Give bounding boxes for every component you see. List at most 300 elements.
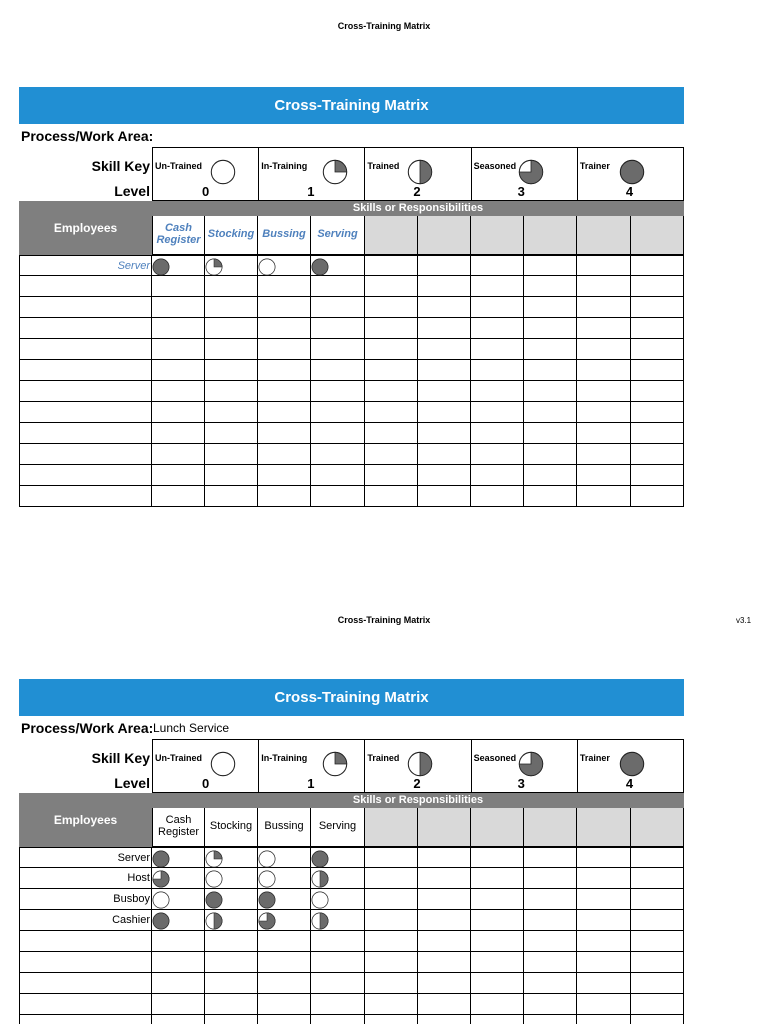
skill-level-cell[interactable] bbox=[311, 994, 365, 1015]
skill-column-header[interactable] bbox=[524, 216, 577, 255]
skill-level-cell[interactable] bbox=[311, 848, 365, 869]
skill-level-cell[interactable] bbox=[258, 423, 311, 444]
skill-level-cell[interactable] bbox=[418, 868, 471, 889]
skill-level-cell[interactable] bbox=[258, 994, 311, 1015]
employee-name[interactable] bbox=[19, 318, 152, 339]
skill-level-cell[interactable] bbox=[631, 1015, 684, 1024]
skill-level-cell[interactable] bbox=[205, 994, 258, 1015]
employee-row bbox=[19, 360, 684, 381]
skill-level-cell[interactable] bbox=[631, 889, 684, 910]
skill-column-header[interactable] bbox=[577, 808, 631, 847]
skill-level-cell[interactable] bbox=[205, 297, 258, 318]
skill-level-cell[interactable] bbox=[631, 868, 684, 889]
employee-row bbox=[19, 255, 684, 276]
employee-name[interactable] bbox=[19, 339, 152, 360]
circle-quarter-icon bbox=[322, 159, 348, 185]
skill-level-cell[interactable] bbox=[524, 402, 577, 423]
circle-three-quarter-icon bbox=[518, 159, 544, 185]
skill-level-cell[interactable] bbox=[631, 465, 684, 486]
skill-level-number: 2 bbox=[413, 184, 421, 199]
skill-level-cell[interactable] bbox=[577, 889, 631, 910]
skill-level-cell[interactable] bbox=[418, 297, 471, 318]
circle-empty-icon bbox=[210, 159, 236, 185]
skill-level-cell[interactable] bbox=[471, 486, 524, 507]
skill-level-cell[interactable] bbox=[205, 952, 258, 973]
skill-level-cell[interactable] bbox=[631, 256, 684, 277]
employee-row bbox=[19, 486, 684, 507]
skill-level-cell[interactable] bbox=[631, 423, 684, 444]
skill-level-cell[interactable] bbox=[311, 402, 365, 423]
skill-level-cell[interactable] bbox=[365, 931, 418, 952]
skill-level-cell[interactable] bbox=[418, 1015, 471, 1024]
employee-row bbox=[19, 339, 684, 360]
skill-level-cell[interactable] bbox=[258, 444, 311, 465]
skill-column-header[interactable]: Stocking bbox=[205, 808, 258, 847]
skill-column-header[interactable] bbox=[471, 216, 524, 255]
employee-name[interactable] bbox=[19, 444, 152, 465]
skill-level-cell[interactable] bbox=[524, 952, 577, 973]
skill-level-cell[interactable] bbox=[152, 276, 205, 297]
skill-level-cell[interactable] bbox=[418, 994, 471, 1015]
page-heading: Cross-Training Matrix bbox=[337, 615, 431, 625]
skill-level-cell[interactable] bbox=[152, 423, 205, 444]
skill-level-cell[interactable] bbox=[577, 360, 631, 381]
skill-level-number: 4 bbox=[625, 184, 634, 199]
skill-level-cell[interactable] bbox=[311, 339, 365, 360]
skill-level-cell[interactable] bbox=[258, 868, 311, 889]
employee-row bbox=[19, 889, 684, 910]
skill-level-cell[interactable] bbox=[365, 910, 418, 931]
skill-level-cell[interactable] bbox=[258, 360, 311, 381]
employee-name[interactable] bbox=[19, 1015, 152, 1024]
circle-half-icon bbox=[205, 912, 223, 930]
skill-level-cell[interactable] bbox=[418, 910, 471, 931]
skill-level-cell[interactable] bbox=[577, 402, 631, 423]
skill-level-cell[interactable] bbox=[631, 360, 684, 381]
skill-level-cell[interactable] bbox=[152, 402, 205, 423]
skill-level-cell[interactable] bbox=[311, 486, 365, 507]
skill-level-cell[interactable] bbox=[365, 486, 418, 507]
skill-level-cell[interactable] bbox=[258, 256, 311, 277]
skill-level-cell[interactable] bbox=[524, 868, 577, 889]
skill-level-cell[interactable] bbox=[365, 423, 418, 444]
skill-level-cell[interactable] bbox=[631, 444, 684, 465]
skill-level-cell[interactable] bbox=[524, 910, 577, 931]
skill-level-cell[interactable] bbox=[152, 994, 205, 1015]
skill-level-cell[interactable] bbox=[365, 973, 418, 994]
skill-level-cell[interactable] bbox=[471, 1015, 524, 1024]
skill-level-cell[interactable] bbox=[311, 381, 365, 402]
skill-level-cell[interactable] bbox=[311, 465, 365, 486]
skill-level-cell[interactable] bbox=[471, 318, 524, 339]
skill-level-cell[interactable] bbox=[418, 423, 471, 444]
skill-level-cell[interactable] bbox=[524, 931, 577, 952]
skill-level-cell[interactable] bbox=[152, 1015, 205, 1024]
employee-name[interactable] bbox=[19, 402, 152, 423]
skill-level-cell[interactable] bbox=[258, 402, 311, 423]
skill-level-cell[interactable] bbox=[577, 297, 631, 318]
skill-key-item bbox=[365, 148, 471, 200]
skill-level-cell[interactable] bbox=[524, 423, 577, 444]
skill-level-cell[interactable] bbox=[152, 848, 205, 869]
employee-name[interactable] bbox=[19, 994, 152, 1015]
skill-level-cell[interactable] bbox=[205, 402, 258, 423]
skill-key-label: Skill Key bbox=[91, 158, 150, 174]
circle-full-icon bbox=[152, 912, 170, 930]
skill-column-header[interactable] bbox=[365, 216, 418, 255]
skill-level-cell[interactable] bbox=[631, 486, 684, 507]
skill-column-header[interactable]: Bussing bbox=[258, 808, 311, 847]
skill-level-cell[interactable] bbox=[311, 444, 365, 465]
skill-level-cell[interactable] bbox=[524, 486, 577, 507]
skill-level-cell[interactable] bbox=[152, 889, 205, 910]
employee-name[interactable]: Server bbox=[19, 848, 152, 869]
skill-key-name: Seasoned bbox=[473, 161, 517, 171]
skill-level-cell[interactable] bbox=[418, 465, 471, 486]
skill-level-cell[interactable] bbox=[631, 318, 684, 339]
skill-level-cell[interactable] bbox=[524, 465, 577, 486]
skill-level-cell[interactable] bbox=[471, 402, 524, 423]
skill-level-cell[interactable] bbox=[205, 423, 258, 444]
circle-quarter-icon bbox=[205, 850, 223, 868]
skill-level-cell[interactable] bbox=[311, 318, 365, 339]
skill-level-cell[interactable] bbox=[577, 868, 631, 889]
employee-name[interactable] bbox=[19, 952, 152, 973]
skill-column-header[interactable]: Serving bbox=[311, 808, 365, 847]
skill-level-cell[interactable] bbox=[258, 297, 311, 318]
skill-level-cell[interactable] bbox=[631, 931, 684, 952]
skill-level-cell[interactable] bbox=[365, 465, 418, 486]
skill-level-cell[interactable] bbox=[524, 889, 577, 910]
skill-level-cell[interactable] bbox=[205, 256, 258, 277]
skill-level-cell[interactable] bbox=[311, 889, 365, 910]
skill-level-cell[interactable] bbox=[258, 931, 311, 952]
employee-name[interactable]: Server bbox=[19, 256, 152, 277]
skill-level-cell[interactable] bbox=[365, 889, 418, 910]
employee-name[interactable] bbox=[19, 360, 152, 381]
skill-level-cell[interactable] bbox=[471, 465, 524, 486]
employee-row bbox=[19, 931, 684, 952]
skill-level-cell[interactable] bbox=[631, 973, 684, 994]
skill-key-item bbox=[472, 148, 578, 200]
skill-level-cell[interactable] bbox=[205, 465, 258, 486]
skill-key-item bbox=[472, 740, 578, 792]
skill-level-cell[interactable] bbox=[631, 994, 684, 1015]
skill-level-cell[interactable] bbox=[365, 297, 418, 318]
skill-level-cell[interactable] bbox=[418, 318, 471, 339]
skill-level-cell[interactable] bbox=[258, 889, 311, 910]
skill-level-cell[interactable] bbox=[471, 297, 524, 318]
circle-three-quarter-icon bbox=[518, 159, 544, 185]
skill-level-cell[interactable] bbox=[152, 931, 205, 952]
skill-column-header[interactable] bbox=[631, 808, 684, 847]
skill-level-cell[interactable] bbox=[311, 868, 365, 889]
skill-level-cell[interactable] bbox=[365, 360, 418, 381]
employee-row bbox=[19, 297, 684, 318]
skill-level-cell[interactable] bbox=[311, 1015, 365, 1024]
skill-column-header[interactable]: Stocking bbox=[205, 216, 258, 255]
skill-column-header[interactable] bbox=[471, 808, 524, 847]
skill-key-item bbox=[365, 740, 471, 792]
skill-level-cell[interactable] bbox=[418, 381, 471, 402]
skill-level-cell[interactable] bbox=[471, 339, 524, 360]
skill-level-cell[interactable] bbox=[365, 994, 418, 1015]
skill-level-cell[interactable] bbox=[152, 973, 205, 994]
employee-name[interactable]: Host bbox=[19, 868, 152, 889]
skill-level-cell[interactable] bbox=[311, 931, 365, 952]
skill-level-cell[interactable] bbox=[365, 339, 418, 360]
skill-level-cell[interactable] bbox=[418, 256, 471, 277]
skill-level-cell[interactable] bbox=[205, 360, 258, 381]
skill-level-cell[interactable] bbox=[205, 339, 258, 360]
skill-level-cell[interactable] bbox=[205, 848, 258, 869]
skill-level-cell[interactable] bbox=[152, 910, 205, 931]
skill-level-cell[interactable] bbox=[631, 402, 684, 423]
skill-level-cell[interactable] bbox=[418, 952, 471, 973]
circle-empty-icon bbox=[210, 751, 236, 777]
skill-level-cell[interactable] bbox=[418, 889, 471, 910]
skill-level-cell[interactable] bbox=[524, 381, 577, 402]
skill-level-cell[interactable] bbox=[258, 910, 311, 931]
employee-name[interactable]: Busboy bbox=[19, 889, 152, 910]
employee-name[interactable] bbox=[19, 486, 152, 507]
process-row bbox=[19, 716, 684, 739]
skill-level-cell[interactable] bbox=[577, 931, 631, 952]
skill-key-item bbox=[578, 148, 683, 200]
skill-level-cell[interactable] bbox=[258, 1015, 311, 1024]
skill-level-cell[interactable] bbox=[631, 297, 684, 318]
skill-level-cell[interactable] bbox=[258, 848, 311, 869]
skill-level-cell[interactable] bbox=[365, 381, 418, 402]
skill-level-cell[interactable] bbox=[258, 952, 311, 973]
skill-level-cell[interactable] bbox=[524, 848, 577, 869]
skill-level-cell[interactable] bbox=[205, 381, 258, 402]
skill-level-cell[interactable] bbox=[471, 931, 524, 952]
skill-level-cell[interactable] bbox=[471, 276, 524, 297]
skill-level-cell[interactable] bbox=[524, 256, 577, 277]
skill-level-cell[interactable] bbox=[258, 339, 311, 360]
skill-level-cell[interactable] bbox=[524, 973, 577, 994]
skill-level-cell[interactable] bbox=[152, 381, 205, 402]
skill-column-header[interactable] bbox=[418, 216, 471, 255]
skill-level-cell[interactable] bbox=[258, 276, 311, 297]
process-label: Process/Work Area: bbox=[21, 720, 154, 736]
skill-level-cell[interactable] bbox=[471, 444, 524, 465]
skill-level-cell[interactable] bbox=[471, 423, 524, 444]
skill-level-cell[interactable] bbox=[577, 381, 631, 402]
skill-level-cell[interactable] bbox=[365, 868, 418, 889]
skill-level-cell[interactable] bbox=[258, 973, 311, 994]
skill-level-cell[interactable] bbox=[258, 318, 311, 339]
skill-level-cell[interactable] bbox=[471, 360, 524, 381]
skill-key-item bbox=[153, 148, 259, 200]
employee-row bbox=[19, 402, 684, 423]
skill-column-header[interactable] bbox=[631, 216, 684, 255]
skill-level-cell[interactable] bbox=[365, 256, 418, 277]
skill-level-cell[interactable] bbox=[205, 318, 258, 339]
skill-level-cell[interactable] bbox=[205, 444, 258, 465]
skill-level-cell[interactable] bbox=[311, 256, 365, 277]
skill-level-cell[interactable] bbox=[471, 973, 524, 994]
skill-level-cell[interactable] bbox=[577, 994, 631, 1015]
skill-key-name: Un-Trained bbox=[155, 753, 203, 763]
employee-name[interactable] bbox=[19, 423, 152, 444]
skill-level-cell[interactable] bbox=[577, 444, 631, 465]
skill-level-cell[interactable] bbox=[577, 1015, 631, 1024]
skill-level-cell[interactable] bbox=[524, 339, 577, 360]
skill-level-cell[interactable] bbox=[524, 994, 577, 1015]
process-value[interactable]: Lunch Service bbox=[153, 721, 230, 735]
skill-key-item bbox=[259, 740, 365, 792]
circle-full-icon bbox=[619, 159, 645, 185]
skill-level-cell[interactable] bbox=[577, 318, 631, 339]
skill-level-cell[interactable] bbox=[365, 952, 418, 973]
skill-level-cell[interactable] bbox=[524, 360, 577, 381]
skill-level-cell[interactable] bbox=[471, 910, 524, 931]
skill-level-cell[interactable] bbox=[258, 465, 311, 486]
skill-level-cell[interactable] bbox=[205, 868, 258, 889]
employee-name[interactable] bbox=[19, 297, 152, 318]
skill-level-cell[interactable] bbox=[152, 256, 205, 277]
skill-level-cell[interactable] bbox=[471, 994, 524, 1015]
skill-level-cell[interactable] bbox=[258, 381, 311, 402]
skill-level-cell[interactable] bbox=[631, 910, 684, 931]
skill-level-cell[interactable] bbox=[152, 360, 205, 381]
skill-level-cell[interactable] bbox=[577, 952, 631, 973]
skill-key-name: Trained bbox=[367, 161, 400, 171]
employee-name[interactable] bbox=[19, 381, 152, 402]
skill-level-number: 2 bbox=[413, 776, 421, 791]
skill-level-cell[interactable] bbox=[365, 1015, 418, 1024]
skill-level-cell[interactable] bbox=[365, 318, 418, 339]
skill-level-cell[interactable] bbox=[418, 444, 471, 465]
employee-name[interactable] bbox=[19, 973, 152, 994]
skill-level-cell[interactable] bbox=[577, 423, 631, 444]
skill-level-cell[interactable] bbox=[471, 868, 524, 889]
skill-level-cell[interactable] bbox=[418, 931, 471, 952]
skill-level-cell[interactable] bbox=[152, 486, 205, 507]
circle-empty-icon bbox=[311, 891, 329, 909]
skill-column-header[interactable]: Cash Register bbox=[152, 216, 205, 255]
skill-level-cell[interactable] bbox=[524, 297, 577, 318]
skill-level-number: 0 bbox=[202, 184, 210, 199]
circle-quarter-icon bbox=[205, 258, 223, 276]
skill-level-cell[interactable] bbox=[365, 848, 418, 869]
skill-level-cell[interactable] bbox=[152, 444, 205, 465]
skill-level-cell[interactable] bbox=[311, 360, 365, 381]
skill-level-cell[interactable] bbox=[577, 486, 631, 507]
skill-level-cell[interactable] bbox=[258, 486, 311, 507]
skill-level-cell[interactable] bbox=[524, 1015, 577, 1024]
skill-level-cell[interactable] bbox=[365, 402, 418, 423]
skill-level-cell[interactable] bbox=[311, 423, 365, 444]
skill-level-cell[interactable] bbox=[418, 339, 471, 360]
skill-level-cell[interactable] bbox=[471, 848, 524, 869]
skill-level-cell[interactable] bbox=[205, 1015, 258, 1024]
skill-level-cell[interactable] bbox=[205, 910, 258, 931]
skill-level-cell[interactable] bbox=[577, 973, 631, 994]
skill-level-number: 4 bbox=[625, 776, 634, 791]
skill-level-cell[interactable] bbox=[577, 465, 631, 486]
skill-level-cell[interactable] bbox=[152, 339, 205, 360]
employee-row bbox=[19, 423, 684, 444]
skill-column-header[interactable] bbox=[524, 808, 577, 847]
skill-column-header[interactable]: Bussing bbox=[258, 216, 311, 255]
skill-level-cell[interactable] bbox=[205, 486, 258, 507]
skill-level-cell[interactable] bbox=[418, 276, 471, 297]
skill-column-header[interactable] bbox=[418, 808, 471, 847]
circle-full-icon bbox=[152, 850, 170, 868]
skill-level-cell[interactable] bbox=[471, 381, 524, 402]
skill-level-cell[interactable] bbox=[205, 931, 258, 952]
circle-empty-icon bbox=[210, 159, 236, 185]
skill-level-cell[interactable] bbox=[205, 973, 258, 994]
skill-level-cell[interactable] bbox=[524, 276, 577, 297]
skill-level-cell[interactable] bbox=[152, 297, 205, 318]
skill-column-header[interactable]: Cash Register bbox=[152, 808, 205, 847]
employee-name[interactable] bbox=[19, 276, 152, 297]
skill-column-header[interactable] bbox=[577, 216, 631, 255]
skill-level-cell[interactable] bbox=[577, 910, 631, 931]
skill-level-cell[interactable] bbox=[311, 297, 365, 318]
skill-level-cell[interactable] bbox=[418, 402, 471, 423]
employee-name[interactable]: Cashier bbox=[19, 910, 152, 931]
skill-level-cell[interactable] bbox=[631, 276, 684, 297]
skill-level-cell[interactable] bbox=[152, 952, 205, 973]
skill-level-cell[interactable] bbox=[365, 276, 418, 297]
skill-key-name: In-Training bbox=[261, 161, 308, 171]
skill-level-cell[interactable] bbox=[471, 952, 524, 973]
skill-level-cell[interactable] bbox=[418, 486, 471, 507]
skill-level-cell[interactable] bbox=[311, 973, 365, 994]
employee-name[interactable] bbox=[19, 931, 152, 952]
skill-level-number: 3 bbox=[517, 184, 525, 199]
skill-level-cell[interactable] bbox=[577, 848, 631, 869]
skill-level-cell[interactable] bbox=[205, 276, 258, 297]
skill-level-cell[interactable] bbox=[471, 889, 524, 910]
skill-level-cell[interactable] bbox=[311, 910, 365, 931]
skill-level-cell[interactable] bbox=[524, 444, 577, 465]
skill-column-header[interactable]: Serving bbox=[311, 216, 365, 255]
employee-name[interactable] bbox=[19, 465, 152, 486]
skill-column-header[interactable] bbox=[365, 808, 418, 847]
skill-level-cell[interactable] bbox=[631, 848, 684, 869]
circle-half-icon bbox=[311, 870, 329, 888]
skill-level-cell[interactable] bbox=[524, 318, 577, 339]
skill-level-cell[interactable] bbox=[311, 276, 365, 297]
circle-quarter-icon bbox=[322, 159, 348, 185]
skill-level-cell[interactable] bbox=[418, 360, 471, 381]
skill-level-cell[interactable] bbox=[205, 889, 258, 910]
skill-level-cell[interactable] bbox=[577, 339, 631, 360]
circle-quarter-icon bbox=[322, 751, 348, 777]
skill-level-cell[interactable] bbox=[631, 339, 684, 360]
circle-empty-icon bbox=[258, 850, 276, 868]
skill-level-cell[interactable] bbox=[631, 952, 684, 973]
skill-level-cell[interactable] bbox=[365, 444, 418, 465]
skill-level-cell[interactable] bbox=[152, 868, 205, 889]
skill-level-cell[interactable] bbox=[152, 465, 205, 486]
skill-level-cell[interactable] bbox=[471, 256, 524, 277]
skill-level-cell[interactable] bbox=[631, 381, 684, 402]
employee-row bbox=[19, 465, 684, 486]
skill-level-cell[interactable] bbox=[152, 318, 205, 339]
skill-level-cell[interactable] bbox=[418, 848, 471, 869]
skill-level-cell[interactable] bbox=[418, 973, 471, 994]
skill-level-cell[interactable] bbox=[577, 256, 631, 277]
skill-level-cell[interactable] bbox=[311, 952, 365, 973]
skill-level-cell[interactable] bbox=[577, 276, 631, 297]
